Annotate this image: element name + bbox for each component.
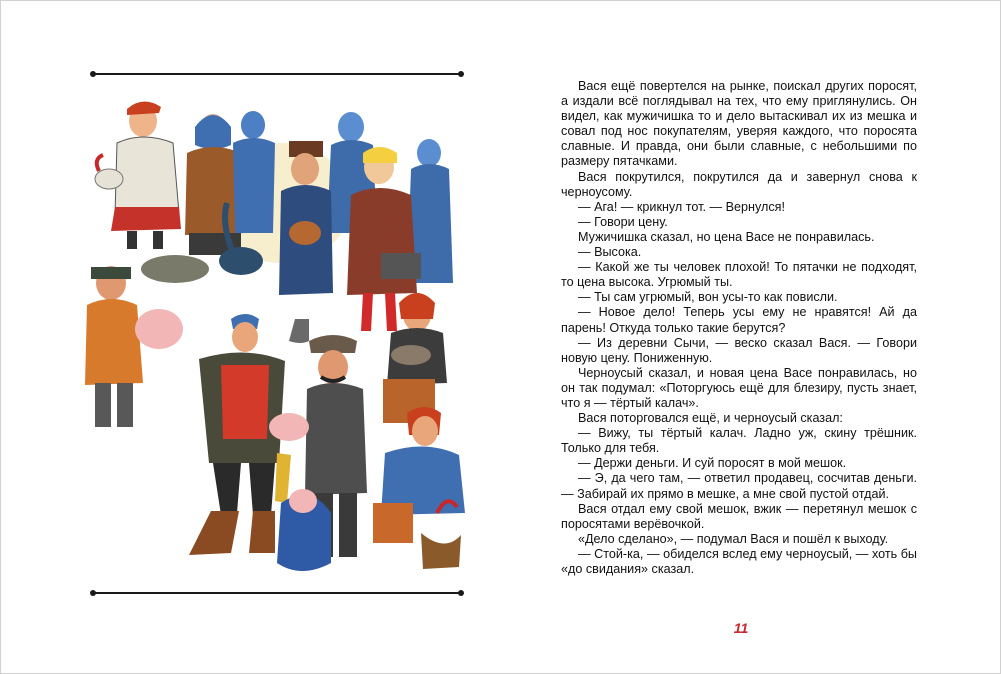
paragraph: — Держи деньги. И суй поросят в мой мешок. (578, 456, 847, 471)
paragraph: — Э, да чего там, — ответил продавец, сосчитав деньги. — Забирай их прямо в мешке, а мне свой пустой отдай. (561, 471, 917, 501)
paragraph: Мужичишка сказал, но цена Васе не понравилась. (578, 229, 875, 244)
figure-man-with-pig (85, 266, 183, 427)
top-rule (93, 73, 461, 75)
story-text (561, 79, 917, 577)
paragraph: — Из деревни Сычи, — веско сказал Вася. — Говори новую цену. Пониженную. (561, 335, 917, 365)
paragraph: «Дело сделано», — подумал Вася и пошёл к выходу. (578, 531, 889, 546)
figure-blue-man-left (233, 111, 275, 233)
paragraph: Черноусый сказал, и новая цена Васе понравилась, но он так подумал: «Поторгуюсь ещё для блезиру, пусть знает, что я — тёртый калач». (561, 365, 917, 410)
bottom-rule (93, 592, 461, 594)
page-number: 11 (733, 620, 749, 636)
figure-bowls (141, 255, 209, 283)
figure-woman-rooster (95, 101, 181, 249)
paragraph: — Ты сам угрюмый, вон усы-то как повисли. (578, 290, 838, 305)
paragraph: — Какой же ты человек плохой! То пятачки не подходят, то цена высока. Угрюмый ты. (561, 260, 917, 290)
paragraph: — Говори цену. (578, 214, 668, 229)
market-illustration (81, 83, 471, 583)
paragraph: Вася поторговался ещё, и черноусый сказал: (578, 411, 843, 426)
figure-woman-rooster-basket (373, 407, 465, 569)
paragraph: — Новое дело! Теперь усы ему не нравятся! Ай да парень! Откуда только такие берутся? (561, 305, 917, 335)
paragraph: Вася ещё повертелся на рынке, поискал других поросят, а издали всё поглядывал на тех, что ему приглянулись. Он видел, как мужичишка то и дело вытаскивал их из мешка и совал под нос покупателям, уверяя каждого, что поросята славные. И правда, они были славные, с небольшими по размеру пятачками. (561, 79, 917, 169)
paragraph: Вася покрутился, покрутился да и завернул снова к черноусому. (561, 169, 917, 199)
paragraph: — Высока. (578, 245, 642, 260)
paragraph: — Вижу, ты тёртый калач. Ладно уж, скину трёшник. Только для тебя. (561, 426, 917, 456)
paragraph: — Ага! — крикнул тот. — Вернулся! (578, 199, 785, 214)
paragraph: — Стой-ка, — обиделся вслед ему черноусый, — хоть бы «до свидания» сказал. (561, 546, 917, 576)
paragraph: Вася отдал ему свой мешок, вжик — перетянул мешок с поросятами верёвочкой. (561, 501, 917, 531)
